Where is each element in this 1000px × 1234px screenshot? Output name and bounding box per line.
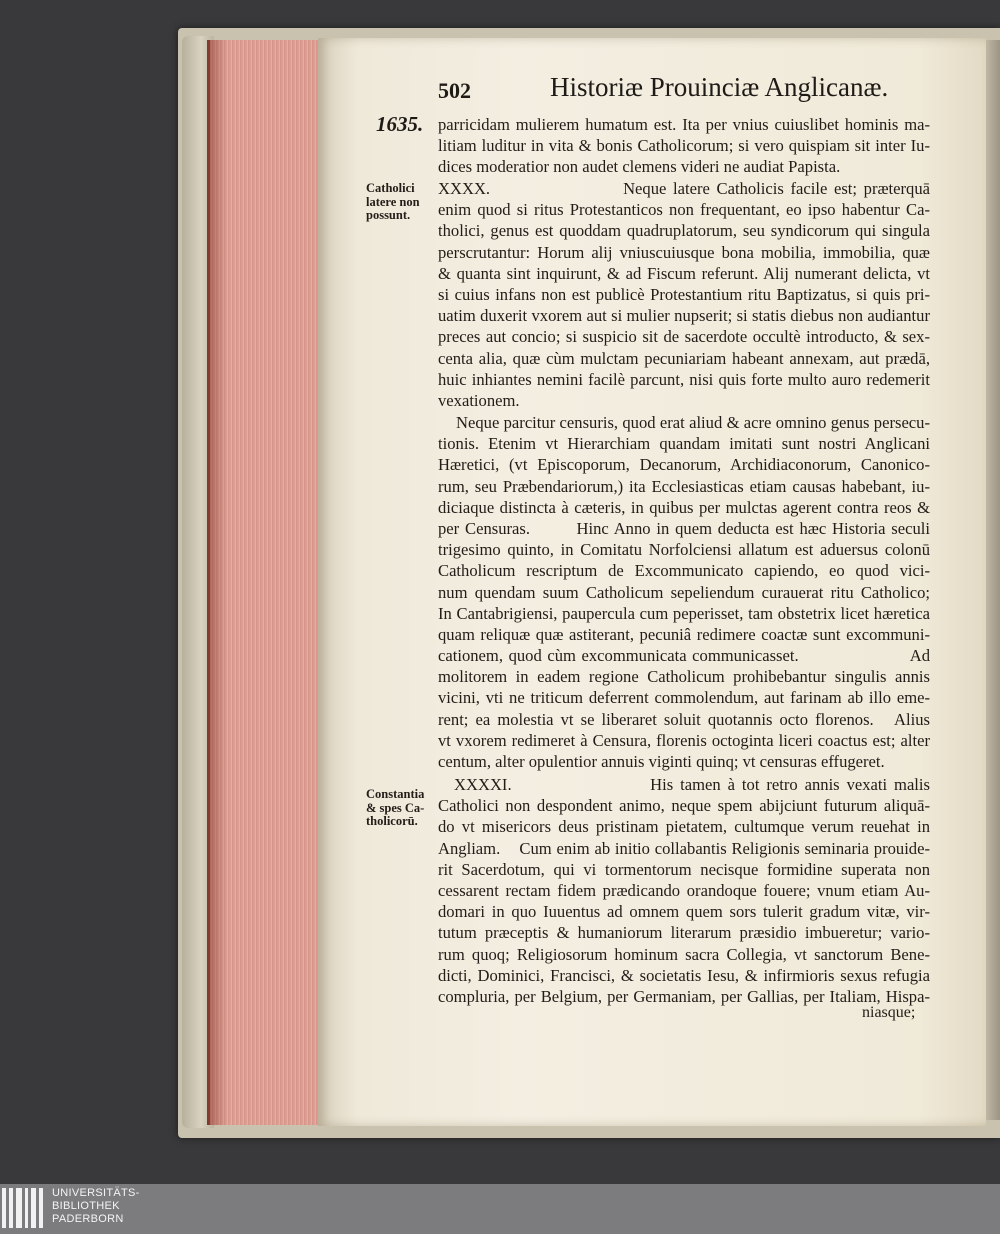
text-line: vexationem.	[438, 390, 520, 410]
text-line: molitorem in eadem regione Catholicum prohibebantur singulis annis	[438, 667, 930, 687]
text-line: In Cantabrigiensi, paupercula cum peperisset, tam obstetrix licet hæretica	[438, 603, 930, 623]
text-line: tionis. Etenim vt Hierarchiam quandam imitati sunt nostri Anglicani	[438, 434, 930, 454]
text-line: rum quoq; Religiosorum hominum sacra Collegia, vt sanctorum Bene-	[438, 944, 930, 964]
margin-note-line: tholicorū.	[366, 814, 418, 828]
text-line: perscrutantur: Horum alij vniuscuiusque bona mobilia, immobilia, quæ	[438, 242, 930, 262]
text-line: preces aut concio; si suspicio sit de sacerdote occultè introducto, & sex-	[438, 327, 930, 347]
text-line: uatim duxerit vxorem aut si mulier nupserit; si statis diebus non audiantur	[438, 306, 930, 326]
page-header	[438, 72, 889, 108]
text-line: rum, seu Præbendariorum,) ita Ecclesiasticas etiam causas habebant, iu-	[438, 476, 930, 496]
margin-note-constantia	[366, 788, 438, 829]
footer-bar	[0, 1184, 1000, 1234]
library-name-line: PADERBORN	[52, 1213, 124, 1225]
text-line: Catholici non despondent animo, neque spem abijciunt futurum aliquā-	[438, 796, 930, 816]
text-line: vt vxorem redimeret à Censura, florenis octoginta liceri coactus est; alter	[438, 730, 930, 750]
text-line: per Censuras. Hinc Anno in quem deducta est hæc Historia seculi	[438, 518, 930, 538]
text-line: vicini, vti ne triticum deferrent commolendum, aut farinam ab illo eme-	[438, 688, 930, 708]
text-line: tholici, genus est quoddam quadruplatorum, seu syndicorum qui singula	[438, 221, 930, 241]
text-line: huic inhiantes nemini facilè parcunt, nisi quis forte multo auro redemerit	[438, 369, 930, 389]
text-line: Hæretici, (vt Episcoporum, Decanorum, Archidiaconorum, Canonico-	[438, 455, 930, 475]
text-line: num quendam suum Catholicum sepeliendum curauerat ritu Catholico;	[438, 582, 930, 602]
text-line: rit Sacerdotum, qui vi tormentorum necisque formidine superata non	[438, 859, 930, 879]
margin-note-line: Catholici	[366, 181, 415, 195]
running-head: Historiæ Prouinciæ Anglicanæ.	[550, 72, 889, 102]
text-line: dicti, Dominici, Francisci, & societatis Iesu, & infirmioris sexus refugia	[438, 965, 930, 985]
margin-note-line: latere non	[366, 194, 420, 209]
text-line: si cuius infans non est publicè Protestantium ritu Baptizatus, si quis pri-	[438, 284, 930, 304]
library-name-line: BIBLIOTHEK	[52, 1200, 120, 1212]
catchword: niasque;	[862, 1004, 916, 1021]
text-line: centum, alter opulentior annuis viginti quinq; vt censuras effugeret.	[438, 752, 885, 771]
paragraph-4	[438, 774, 930, 1007]
margin-note-catholici	[366, 182, 438, 223]
text-line: dices moderatior non audet clemens videri ne audiat Papista.	[438, 157, 841, 177]
library-logo-icon	[2, 1188, 46, 1228]
text-line: diciaque distincta à cæteris, in quibus per mulctas agerent contra reos &	[438, 497, 930, 517]
library-name	[52, 1187, 140, 1226]
text-line: Neque parcitur censuris, quod erat aliud & acre omnino genus persecu-	[456, 413, 930, 432]
margin-note-line: & spes Ca-	[366, 800, 425, 815]
paragraph-3	[438, 412, 930, 772]
text-line: cationem, quod cùm excommunicata communicasset. Ad	[438, 646, 930, 666]
section-heading-line: XXXXI. His tamen à tot retro annis vexati malis	[454, 775, 930, 794]
text-line: domari in quo Iuuentus ad omnem quem sors tulerit gradum vitæ, vir-	[438, 902, 930, 922]
text-line: litiam luditur in vita & bonis Catholicorum; si vero quispiam sit inter Iu-	[438, 136, 930, 156]
margin-note-line: Constantia	[366, 787, 425, 801]
text-line: Catholicum rescriptum de Excommunicato capiendo, eo quod vici-	[438, 561, 930, 581]
margin-note-line: possunt.	[366, 208, 411, 222]
text-line: trigesimo quinto, in Comitatu Norfolciensi allatum est aduersus colonū	[438, 540, 930, 560]
margin-year: 1635.	[376, 112, 424, 136]
text-line: centa alia, quæ cùm mulctam pecuniariam habeant annexam, aut prædā,	[438, 348, 930, 368]
text-line: cessarent rectam fidem prædicando orandoque fouere; vnum etiam Au-	[438, 880, 930, 900]
text-line: quam reliquæ quæ astiterant, pecuniâ redimere coactæ sunt excommuni-	[438, 624, 930, 644]
text-line: compluria, per Belgium, per Germaniam, per Gallias, per Italiam, Hispa-	[438, 986, 930, 1006]
text-line: rent; ea molestia vt se liberaret soluit quotannis octo florenos. Alius	[438, 709, 930, 729]
section-heading-line: XXXX. Neque latere Catholicis facile est; præterquā	[438, 179, 930, 198]
text-line: Angliam. Cum enim ab initio collabantis Religionis seminaria prouide-	[438, 838, 930, 858]
paragraph-1	[438, 114, 930, 178]
text-line: parricidam mulierem humatum est. Ita per vnius cuiuslibet hominis ma-	[438, 115, 930, 134]
text-line: enim quod si ritus Protestanticos non frequentant, eo ipso habentur Ca-	[438, 200, 930, 220]
paragraph-2	[438, 178, 930, 411]
page-number: 502	[438, 78, 471, 103]
page-edges-shadow	[207, 40, 227, 1125]
text-line: tutum præceptis & humaniorum literarum præsidio imbueretur; vario-	[438, 923, 930, 943]
text-line: do vt misericors deus pristinam pietatem, cultumque verum reuehat in	[438, 817, 930, 837]
text-line: & quanta sint inquirunt, & ad Fiscum referunt. Alij numerant delicta, vt	[438, 263, 930, 283]
library-name-line: UNIVERSITÄTS-	[52, 1187, 140, 1199]
